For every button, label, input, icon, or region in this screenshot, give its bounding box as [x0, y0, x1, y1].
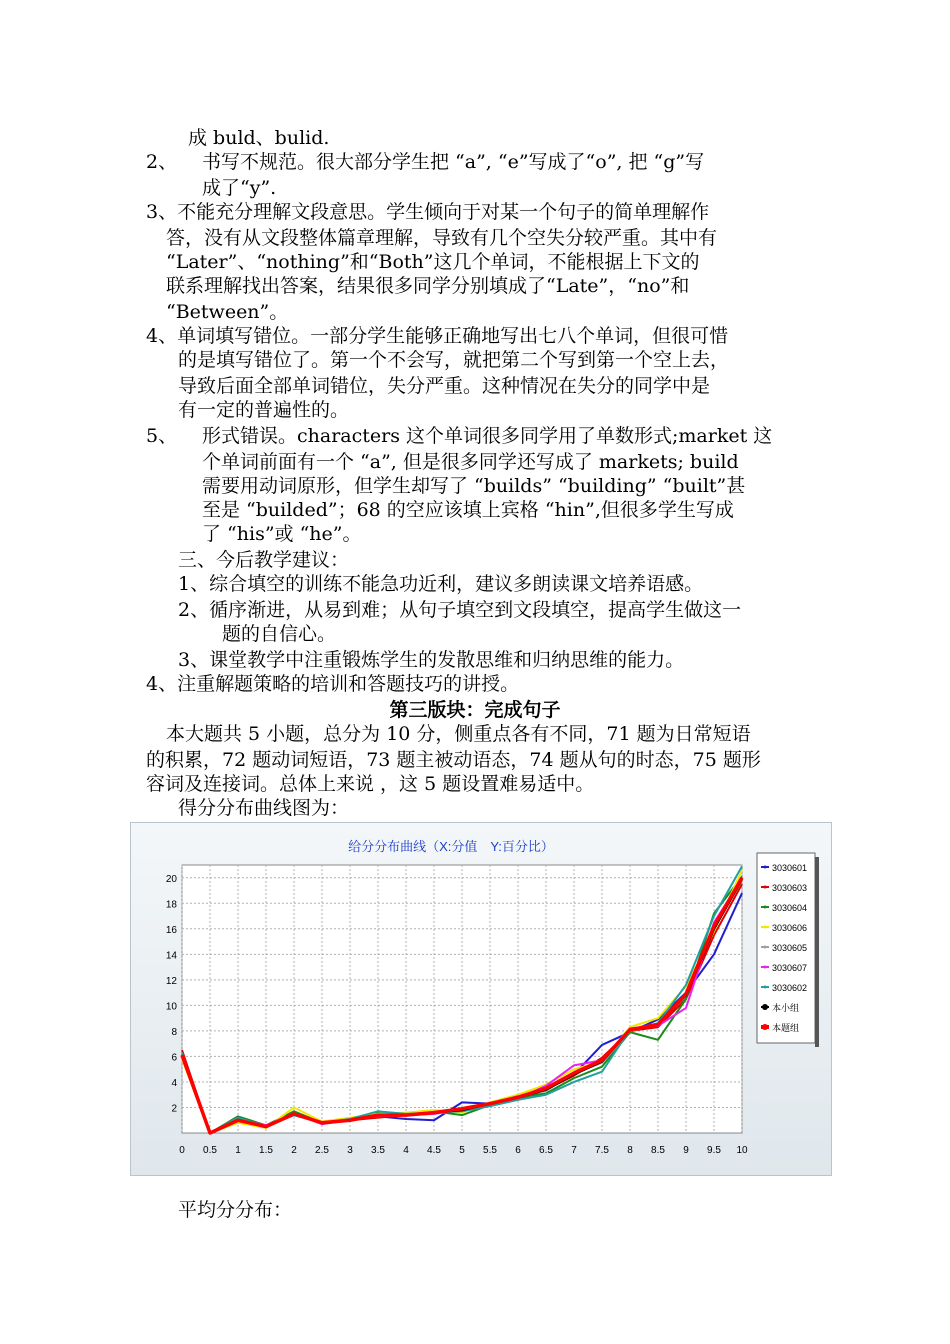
legend-marker: [764, 866, 767, 869]
y-tick-label: 18: [165, 899, 177, 911]
x-tick-label: 4.5: [427, 1145, 441, 1156]
x-tick-label: 4: [403, 1145, 409, 1156]
x-tick-label: 2: [291, 1145, 297, 1156]
legend-label: 本题组: [772, 1023, 800, 1033]
text-line: 了 “his”或 “he”。: [202, 523, 362, 545]
legend-marker: [764, 886, 767, 889]
text-line: 题的自信心。: [222, 623, 337, 645]
y-tick-label: 16: [165, 924, 177, 936]
legend-label: 3030606: [772, 923, 808, 933]
y-tick-label: 12: [165, 975, 177, 987]
section-heading: 三、今后教学建议：: [178, 549, 350, 571]
text-line: 4、注重解题策略的培训和答题技巧的讲授。: [146, 673, 520, 695]
legend-marker: [762, 1024, 768, 1030]
text-line: 容词及连接词。总体上来说 ，这 5 题设置难易适中。: [146, 773, 595, 795]
y-tick-label: 20: [165, 873, 177, 885]
chart-title: 给分分布曲线（X:分值 Y:百分比）: [348, 839, 554, 854]
legend-label: 3030605: [772, 943, 808, 953]
x-tick-label: 0.5: [203, 1145, 217, 1156]
text-line: “Between”。: [166, 301, 289, 323]
x-tick-label: 9.5: [707, 1145, 721, 1156]
list-number: 5、: [146, 425, 178, 447]
y-tick-label: 2: [171, 1103, 177, 1115]
text-line: 的是填写错位了。第一个不会写，就把第二个写到第一个空上去，: [178, 349, 730, 371]
legend-marker: [762, 1004, 768, 1010]
text-line: 3、不能充分理解文段意思。学生倾向于对某一个句子的简单理解作: [146, 201, 710, 223]
x-tick-label: 5: [459, 1145, 465, 1156]
text-line: 个单词前面有一个 “a”, 但是很多同学还写成了 markets; build: [202, 451, 739, 473]
legend-marker: [764, 926, 767, 929]
section-title: 第三版块：完成句子: [389, 699, 561, 721]
text-line: 有一定的普遍性的。: [178, 399, 350, 421]
text-line: 本大题共 5 小题，总分为 10 分，侧重点各有不同，71 题为日常短语: [166, 723, 751, 745]
legend-marker: [764, 906, 767, 909]
x-tick-label: 7.5: [595, 1145, 609, 1156]
x-tick-label: 6.5: [539, 1145, 553, 1156]
text-line: 2、循序渐进，从易到难；从句子填空到文段填空，提高学生做这一: [178, 599, 742, 621]
text-line: 3、课堂教学中注重锻炼学生的发散思维和归纳思维的能力。: [178, 649, 685, 671]
x-tick-label: 2.5: [315, 1145, 329, 1156]
x-tick-label: 7: [571, 1145, 577, 1156]
y-tick-label: 14: [165, 950, 177, 962]
text-line: 导致后面全部单词错位，失分严重。这种情况在失分的同学中是: [178, 375, 711, 397]
text-line: 的积累，72 题动词短语，73 题主被动语态，74 题从句的时态，75 题形: [146, 749, 761, 771]
text-line: 1、综合填空的训练不能急功近利，建议多朗读课文培养语感。: [178, 573, 704, 595]
legend-label: 3030602: [772, 983, 808, 993]
chart-canvas: [131, 823, 831, 1175]
legend-marker: [764, 986, 767, 989]
x-tick-label: 1: [235, 1145, 241, 1156]
legend-label: 3030604: [772, 903, 808, 913]
legend-label: 3030601: [772, 863, 808, 873]
text-line: 4、单词填写错位。一部分学生能够正确地写出七八个单词，但很可惜: [146, 325, 729, 347]
text-line: 联系理解找出答案，结果很多同学分别填成了“Late”，“no”和: [166, 275, 690, 297]
text-line: 得分分布曲线图为：: [178, 797, 350, 819]
x-tick-label: 10: [736, 1145, 748, 1156]
legend-label: 3030607: [772, 963, 808, 973]
text-line: 至是 “builded”；68 的空应该填上宾格 “hin”,但很多学生写成: [202, 499, 734, 521]
text-line: 书写不规范。很大部分学生把 “a”, “e”写成了“o”, 把 “g”写: [202, 151, 705, 173]
list-number: 2、: [146, 151, 178, 173]
legend-shadow: [815, 857, 819, 1047]
text-line: 形式错误。characters 这个单词很多同学用了单数形式;market 这: [202, 425, 773, 447]
x-tick-label: 0: [179, 1145, 185, 1156]
text-line: 平均分分布：: [178, 1199, 293, 1221]
text-line: 成 buld、bulid.: [188, 127, 330, 149]
y-tick-label: 6: [171, 1052, 177, 1064]
x-tick-label: 3.5: [371, 1145, 385, 1156]
x-tick-label: 6: [515, 1145, 521, 1156]
x-tick-label: 5.5: [483, 1145, 497, 1156]
legend-marker: [764, 946, 767, 949]
x-tick-label: 3: [347, 1145, 353, 1156]
legend-label: 3030603: [772, 883, 808, 893]
legend-label: 本小组: [772, 1003, 800, 1013]
text-line: 需要用动词原形，但学生却写了 “builds” “building” “built”甚: [202, 475, 746, 497]
y-tick-label: 10: [165, 1001, 177, 1013]
y-tick-label: 4: [171, 1077, 177, 1089]
x-tick-label: 1.5: [259, 1145, 273, 1156]
text-line: 答，没有从文段整体篇章理解，导致有几个空失分较严重。其中有: [166, 227, 718, 249]
legend-marker: [764, 966, 767, 969]
text-line: “Later”、“nothing”和“Both”这几个单词，不能根据上下文的: [166, 251, 700, 273]
text-line: 成了“y”.: [202, 177, 277, 199]
score-distribution-chart: [130, 822, 832, 1176]
x-tick-label: 9: [683, 1145, 689, 1156]
x-tick-label: 8.5: [651, 1145, 665, 1156]
y-tick-label: 8: [171, 1026, 177, 1038]
x-tick-label: 8: [627, 1145, 633, 1156]
